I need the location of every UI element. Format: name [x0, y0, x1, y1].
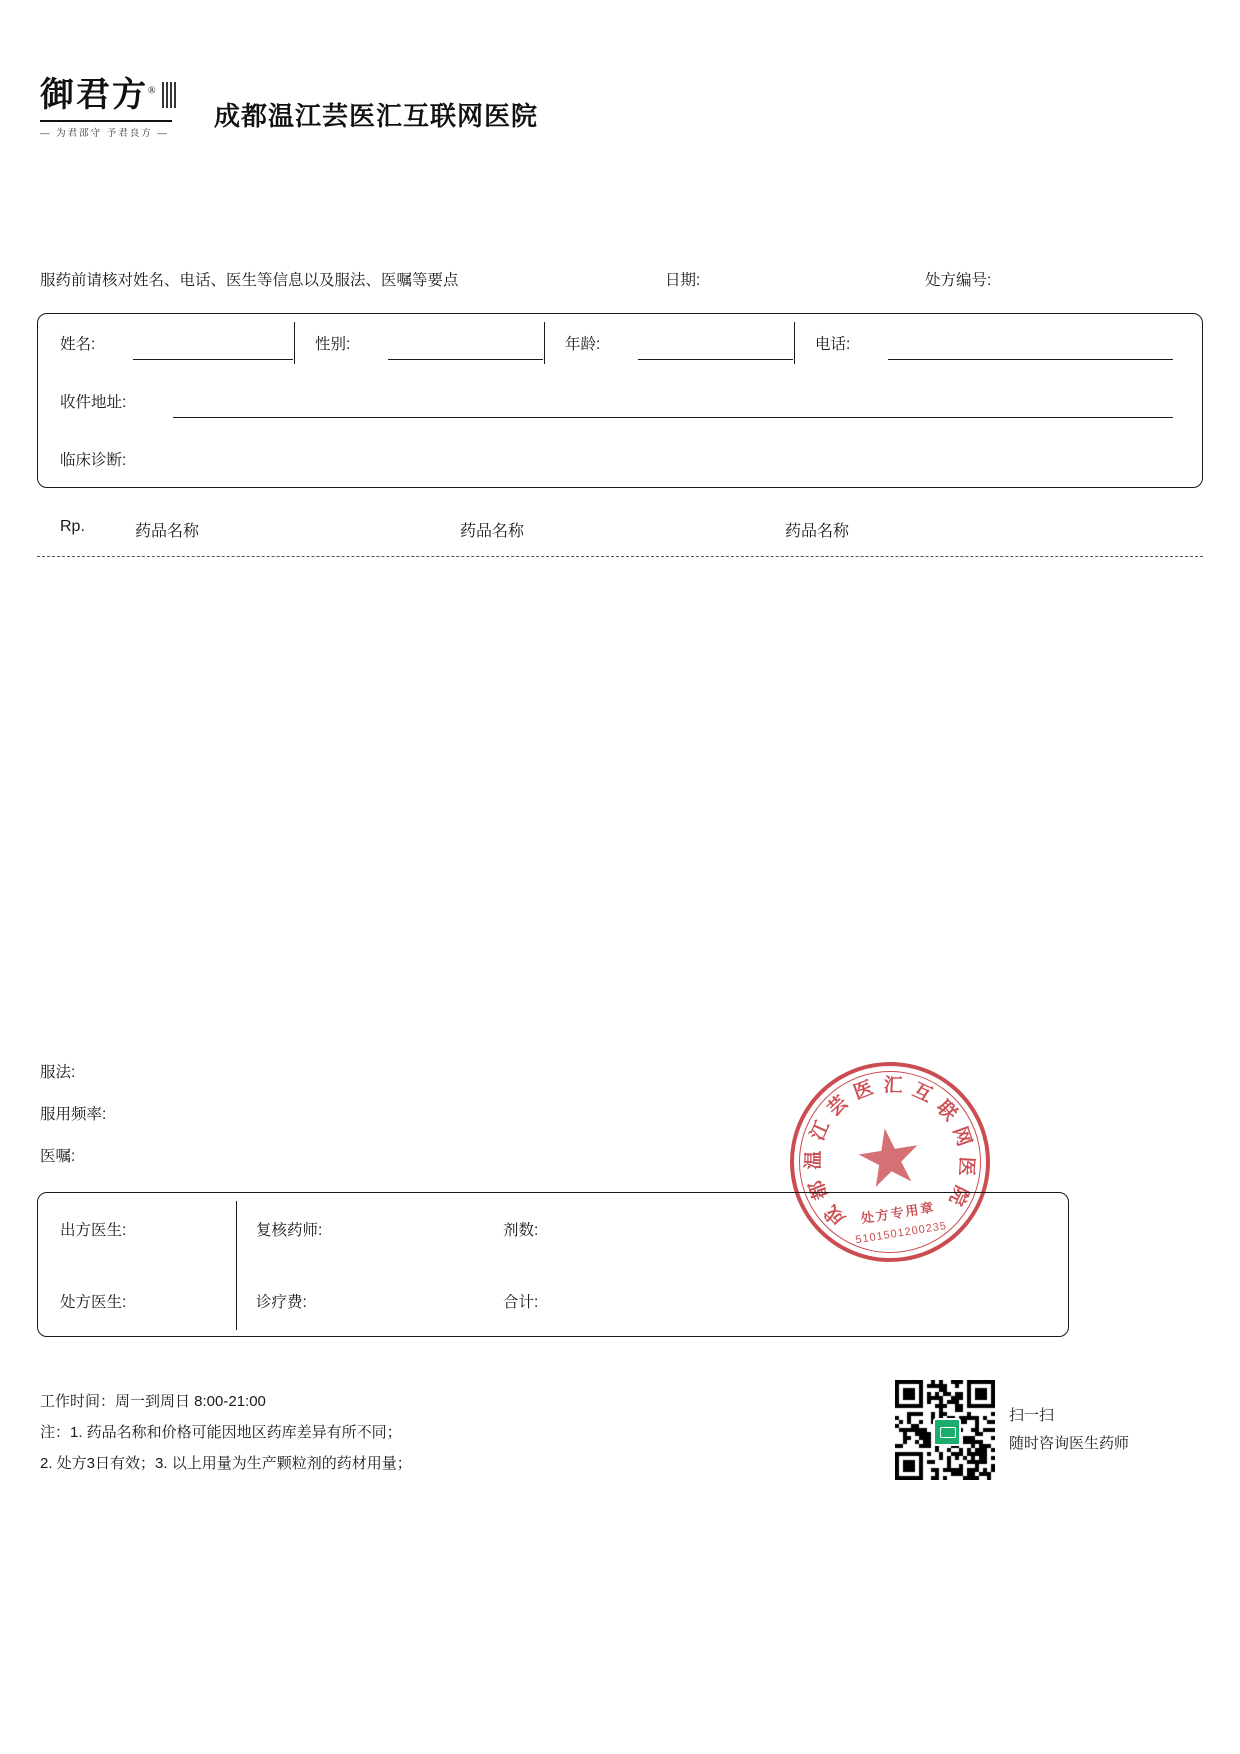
dashed-separator [37, 556, 1203, 557]
name-label: 姓名: [60, 336, 96, 353]
patient-info-row-3 [38, 430, 1202, 488]
signature-row-2 [38, 1265, 1068, 1337]
method-label: 服法: [40, 1064, 76, 1081]
footer-note-2: 2. 处方3日有效；3. 以上用量为生产颗粒剂的药材用量； [40, 1455, 412, 1472]
signature-row-1 [38, 1193, 1068, 1265]
age-input-line[interactable] [638, 359, 793, 360]
brand-logo [40, 78, 180, 139]
qr-caption-line-1: 扫一扫 [1009, 1407, 1055, 1424]
patient-info-row-2 [38, 372, 1202, 430]
issuing-doctor-label: 出方医生: [60, 1222, 127, 1239]
notice-text: 服药前请核对姓名、电话、医生等信息以及服法、医嘱等要点 [40, 272, 459, 289]
signature-box [37, 1192, 1069, 1337]
divider-2 [544, 322, 545, 364]
logo-divider [40, 120, 172, 122]
divider-1 [294, 322, 295, 364]
qr-caption [1009, 1402, 1129, 1458]
consultation-fee-label: 诊疗费: [256, 1294, 307, 1311]
seal-center-text: 处方专用章 [859, 1199, 937, 1227]
date-label: 日期: [665, 272, 701, 289]
wechat-logo-icon [933, 1418, 961, 1446]
prescription-number-label: 处方编号: [925, 272, 992, 289]
qr-section [895, 1380, 1129, 1480]
work-hours-text: 工作时间：周一到周日 8:00-21:00 [40, 1393, 266, 1410]
name-input-line[interactable] [133, 359, 293, 360]
age-label: 年龄: [565, 336, 601, 353]
doses-label: 剂数: [503, 1222, 539, 1239]
prescriber-label: 处方医生: [60, 1294, 127, 1311]
seal-code-text: 5101501200235 [854, 1219, 948, 1247]
phone-input-line[interactable] [888, 359, 1173, 360]
phone-label: 电话: [815, 336, 851, 353]
logo-wordmark-text: 御君方 [40, 77, 148, 114]
drug-name-column-1: 药品名称 [135, 523, 200, 540]
gender-label: 性别: [315, 336, 351, 353]
total-label: 合计: [503, 1294, 539, 1311]
pharmacist-label: 复核药师: [256, 1222, 323, 1239]
footer-note-1: 注：1. 药品名称和价格可能因地区药库差异有所不同； [40, 1424, 402, 1441]
advice-label: 医嘱: [40, 1148, 76, 1165]
address-input-line[interactable] [173, 417, 1173, 418]
patient-info-row-1 [38, 314, 1202, 372]
usage-block [40, 1052, 106, 1178]
document-header [40, 78, 538, 139]
logo-tagline: — 为君邵守 予君良方 — [40, 127, 169, 139]
rp-label: Rp. [60, 518, 85, 535]
qr-caption-line-2: 随时咨询医生药师 [1009, 1435, 1130, 1452]
patient-info-box [37, 313, 1203, 488]
diagnosis-label: 临床诊断: [60, 452, 127, 469]
hospital-name: 成都温江芸医汇互联网医院 [214, 100, 539, 131]
drug-name-column-2: 药品名称 [460, 523, 525, 540]
divider-3 [794, 322, 795, 364]
qr-code[interactable] [895, 1380, 995, 1480]
logo-stripes-icon [162, 82, 178, 108]
gender-input-line[interactable] [388, 359, 543, 360]
registered-mark-icon: ® [148, 85, 158, 97]
frequency-label: 服用频率: [40, 1106, 107, 1123]
seal-arc-text: 成 都 温 江 芸 医 汇 互 联 网 医 院 [803, 1075, 977, 1229]
address-label: 收件地址: [60, 394, 127, 411]
footer-notes [40, 1386, 412, 1479]
logo-wordmark [40, 78, 158, 114]
drug-name-column-3: 药品名称 [785, 523, 850, 540]
